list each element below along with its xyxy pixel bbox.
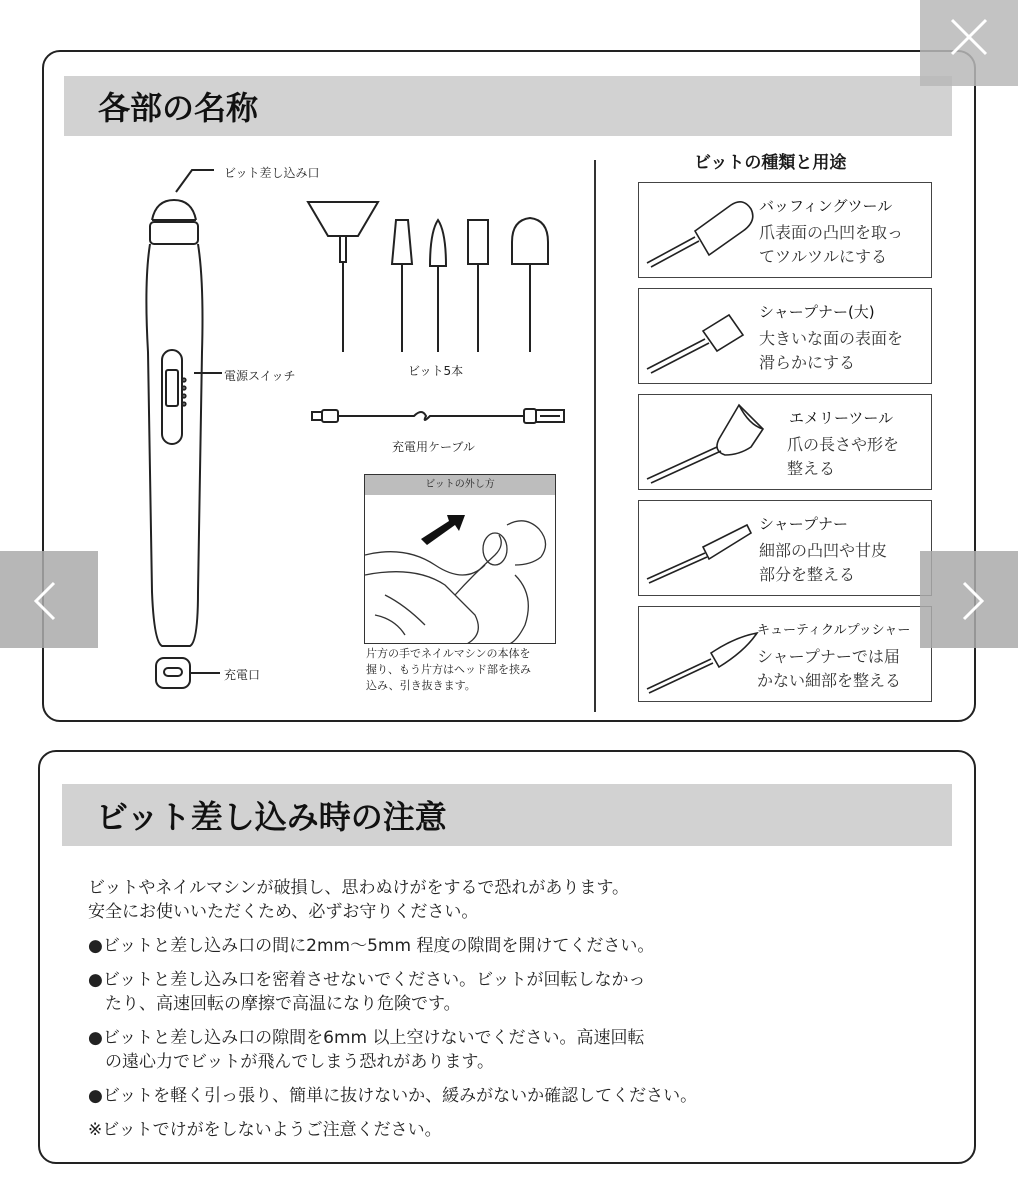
charge-port-label: 充電口: [224, 668, 261, 682]
cable-label: 充電用ケーブル: [392, 440, 475, 454]
caution-item: ●ビットと差し込み口を密着させないでください。ビットが回転しなかっ たり、高速回転の摩擦で高温になり危険です。: [88, 970, 646, 1014]
bit-removal-illustration: [365, 495, 556, 644]
chevron-right-icon: [920, 551, 1018, 648]
bit-type-name: シャープナー(大): [759, 303, 875, 321]
next-button[interactable]: [920, 551, 1018, 648]
bit-removal-box: [364, 474, 556, 644]
caution-item: ●ビットと差し込み口の間に2mm〜5mm 程度の隙間を開けてください。: [88, 936, 655, 956]
close-button[interactable]: [920, 0, 1018, 86]
parts-panel: [42, 50, 976, 722]
bit-type-card: [638, 500, 932, 596]
bit-type-desc: 爪表面の凸凹を取っ てツルツルにする: [759, 223, 904, 266]
bit-type-desc: 細部の凸凹や甘皮 部分を整える: [759, 541, 888, 584]
close-icon: [920, 0, 1018, 86]
bit-type-card: [638, 182, 932, 278]
caution-item: ●ビットと差し込み口の隙間を6mm 以上空けないでください。高速回転 の遠心力でビットが飛んでしまう恐れがあります。: [88, 1028, 645, 1072]
bit-type-card: [638, 394, 932, 490]
bit-removal-note: 片方の手でネイルマシンの本体を 握り、もう片方はヘッド部を挟み 込み、引き抜きます。: [366, 647, 531, 692]
caution-body: [88, 876, 948, 1152]
prev-button[interactable]: [0, 551, 98, 648]
bit-type-card: [638, 606, 932, 702]
chevron-left-icon: [0, 551, 98, 648]
bit-type-name: バッフィングツール: [759, 197, 893, 215]
bits-count-label: ビット5本: [408, 364, 464, 378]
bit-type-card: [638, 288, 932, 384]
bit-type-desc: 大きいな面の表面を 滑らかにする: [759, 329, 904, 372]
power-switch-label: 電源スイッチ: [224, 369, 296, 383]
bit-slot-label: ビット差し込み口: [224, 166, 320, 180]
caution-intro: ビットやネイルマシンが破損し、思わぬけがをするで恐れがあります。 安全にお使いいただくため、必ずお守りください。: [88, 878, 630, 922]
caution-panel: [38, 750, 976, 1164]
bit-type-desc: シャープナーでは届 かない細部を整える: [757, 647, 902, 690]
parts-heading: 各部の名称: [64, 76, 952, 136]
bit-type-desc: 爪の長さや形を 整える: [787, 435, 900, 478]
bit-type-name: キューティクルプッシャー: [757, 623, 911, 638]
bit-type-name: シャープナー: [759, 515, 848, 533]
caution-item: ●ビットを軽く引っ張り、簡単に抜けないか、緩みがないか確認してください。: [88, 1086, 698, 1106]
caution-heading: ビット差し込み時の注意: [62, 784, 952, 846]
bit-type-name: エメリーツール: [789, 409, 894, 427]
column-divider: [594, 160, 596, 712]
caution-footnote: ※ビットでけがをしないようご注意ください。: [88, 1120, 442, 1140]
bit-removal-title: ビットの外し方: [365, 475, 555, 495]
bit-types-title: ビットの種類と用途: [694, 153, 847, 173]
